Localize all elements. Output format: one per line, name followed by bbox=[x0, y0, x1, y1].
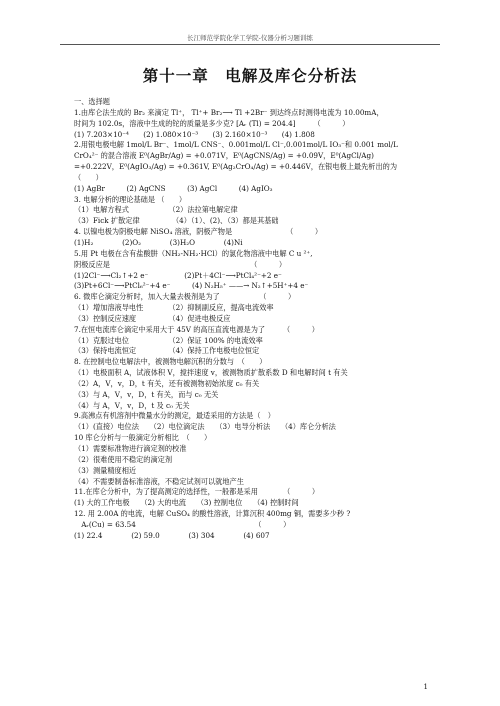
q12-stem-2: Aᵣ(Cu) = 63.54 （ ） bbox=[74, 519, 291, 529]
chapter-title: 第十一章 电解及库仑分析法 bbox=[142, 67, 358, 85]
q5-options-a: (1)2Cl⁻⟶Cl₂↑+2 e⁻ (2)Pt＋4Cl⁻⟶PtCl₄²⁻+2 e⁻ bbox=[74, 270, 282, 280]
q8-stem: 8. 在控制电位电解法中，被测物电解沉积的分数与 （ ） bbox=[74, 357, 267, 367]
q7-stem: 7.在恒电流库仑滴定中采用大于 45V 的高压直流电源是为了 （ ） bbox=[74, 324, 319, 334]
q9-stem: 9.高沸点有机溶剂中微量水分的测定，最适采用的方法是（ ） bbox=[74, 411, 275, 421]
q5-stem-1: 5.用 Pt 电极在含有盐酸肼（NH₂-NH₂·HCl）的氯化物溶液中电解 C u ²⁺, bbox=[74, 248, 313, 258]
q8-option-2: （2）A，V，v，D，t 有关，还有被测物初始浓度 c₀ 有关 bbox=[74, 378, 260, 388]
q1-line-2: 时间为 102.0s，溶液中生成的铊的质量是多少克? [Aᵣ (Tl) = 204.4] （ ） bbox=[74, 118, 350, 128]
q8-option-3: （3）与 A，V，v，D，t 有关，而与 c₀ 无关 bbox=[74, 389, 219, 399]
q12-options: (1) 22.4 (2) 59.0 (3) 304 (4) 607 bbox=[74, 530, 270, 540]
q4-options: (1)H₂ (2)O₂ (3)H₂O (4)Ni bbox=[74, 237, 243, 247]
q3-options-a: （1）电解方程式 （2）法拉第电解定律 bbox=[74, 205, 238, 215]
q11-options: (1) 大的工作电极 （2) 大的电流 （3) 控制电位 （4) 控制时间 bbox=[74, 498, 299, 508]
q6-stem: 6. 微库仑滴定分析时，加入大量去极剂是为了 （ ） bbox=[74, 292, 296, 302]
q7-options-b: （3）保持电流恒定 （4）保持工作电极电位恒定 bbox=[74, 346, 260, 356]
q1-options: (1) 7.203×10⁻⁴ (2) 1.080×10⁻³ (3) 2.160×10⁻³ (4) 1.808 bbox=[74, 129, 315, 139]
q8-option-4: （4）与 A，V，v，D，t 及 c₀ 无关 bbox=[74, 400, 190, 410]
q2-line-3: =+0.222V，E⁰(AgIO₃/Ag) = +0.361V, E⁰(Ag₂CrO₄/Ag) = +0.446V，在银电极上最先析出的为 bbox=[74, 162, 398, 172]
q10-option-4: （4）不需要制备标准溶液，不稳定试剂可以就地产生 bbox=[74, 476, 244, 486]
q7-options-a: （1）克服过电位 （2）保证 100% 的电流效率 bbox=[74, 335, 263, 345]
section-heading: 一、选择题 bbox=[74, 97, 110, 106]
q2-line-1: 2.用银电极电解 1mol/L Br⁻、1mol/L CNS⁻、0.001mol/L Cl⁻,0.001mol/L IO₃⁻和 0.001 mol/L bbox=[74, 140, 398, 150]
q1-line-1: 1.由库仑法生成的 Br₂ 来滴定 Tl⁺， Tl⁺+ Br₂⟶ Tl +2Br⁻ 到达终点时测得电流为 10.00mA， bbox=[74, 107, 384, 117]
q2-answer-blank: （ ） bbox=[74, 172, 103, 182]
q10-option-1: （1）需要标准物进行滴定剂的校准 bbox=[74, 444, 187, 453]
header-rule bbox=[60, 44, 440, 45]
q3-stem: 3. 电解分析的理论基础是 （ ） bbox=[74, 194, 187, 204]
q2-options: (1) AgBr (2) AgCNS (3) AgCl (4) AgIO₃ bbox=[74, 183, 273, 193]
q6-options-a: （1）增加溶液导电性 （2）抑制副反应，提高电流效率 bbox=[74, 303, 274, 313]
q10-option-3: （3）测量精度相近 bbox=[74, 465, 137, 475]
q9-options: （1）(直接）电位法 （2）电位滴定法 （3）电导分析法 （4）库仑分析法 bbox=[74, 422, 336, 432]
q2-line-2: CrO₄²⁻ 的混合溶液 E⁰(AgBr/Ag) = +0.071V，E⁰(AgCNS/Ag) = +0.09V，E⁰(AgCl/Ag) bbox=[74, 151, 374, 161]
question-body bbox=[74, 97, 434, 542]
q3-options-b: （3）Fick 扩散定律 （4）（1）、(2)、（3）都是其基础 bbox=[74, 216, 279, 226]
q8-option-1: （1）电极面积 A，试液体积 V，搅拌速度 v，被测物质扩散系数 D 和电解时间 t 有关 bbox=[74, 368, 348, 378]
q4-stem: 4. 以镍电极为阴极电解 NiSO₄ 溶液，阴极产物是 （ ） bbox=[74, 227, 323, 237]
q6-options-b: （3）控制反应速度 （4）促进电极反应 bbox=[74, 313, 231, 323]
page-number: 1 bbox=[423, 683, 428, 691]
q11-stem: 11.在库仑分析中，为了提高测定的选择性，一般都是采用 （ ） bbox=[74, 487, 320, 497]
q12-stem-1: 12. 用 2.00A 的电流，电解 CuSO₄ 的酸性溶液，计算沉积 400mg 铜，需要多少秒 ? bbox=[74, 509, 351, 519]
q10-stem: 10 库仑分析与一般滴定分析相比 （ ） bbox=[74, 433, 212, 443]
q5-stem-2: 阴极反应是 （ ） bbox=[74, 259, 287, 269]
q10-option-2: （2）很难使用不稳定的滴定剂 bbox=[74, 454, 173, 464]
running-header: 长江师范学院化学工学院-仪器分析习题训练 bbox=[187, 34, 313, 42]
q5-options-b: (3)Pt+6Cl⁻⟶PtCl₆²⁻+4 e⁻ (4) N₂H₅⁺ ——→ N₂↑+5H⁺+4 e⁻ bbox=[74, 281, 309, 291]
